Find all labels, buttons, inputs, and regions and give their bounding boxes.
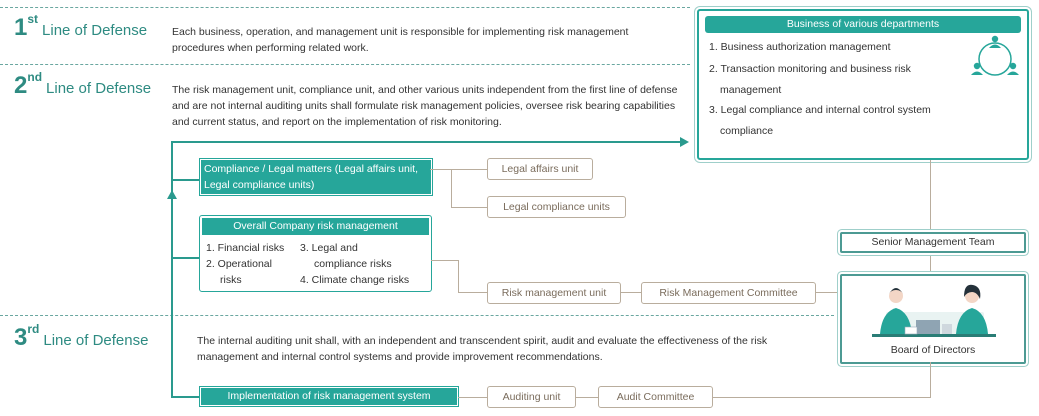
business-item-1: 1. Business authorization management — [709, 41, 891, 53]
risk-item-legal-cont: compliance risks — [314, 258, 392, 270]
first-line-description: Each business, operation, and management unit is responsible for implementing risk management procedures when performing related work. — [172, 26, 629, 54]
auditing-to-committee — [575, 397, 599, 398]
committee-to-board — [815, 292, 839, 293]
arrow-up-icon — [167, 190, 177, 199]
first-line-label: Line of Defense — [42, 22, 148, 39]
third-line-title — [14, 324, 148, 352]
separator-line-1 — [0, 7, 690, 8]
risk-item-operational: 2. Operational — [206, 258, 272, 270]
compliance-connector-h — [430, 169, 452, 170]
bracket-top-horizontal — [171, 141, 683, 143]
business-item-3: 3. Legal compliance and internal control system compliance — [709, 104, 931, 137]
audit-committee: Audit Committee — [598, 386, 713, 408]
implementation-to-auditing — [458, 397, 488, 398]
risk-item-operational-cont: risks — [220, 274, 242, 286]
bracket-compliance-link — [171, 179, 200, 181]
arrow-right-icon — [680, 137, 689, 147]
overall-risk-management-title: Overall Company risk management — [202, 218, 429, 235]
second-line-number: 2 — [14, 72, 28, 99]
risk-item-legal: 3. Legal and — [300, 242, 358, 254]
second-line-description: The risk management unit, compliance unit, and other various units independent from the first line of defense and are not internal auditing units shall formulate risk management policies, oversee risk bearing capabilities and current status, and report on the implementation of risk monitoring. — [172, 84, 678, 128]
auditing-unit: Auditing unit — [487, 386, 576, 408]
risk-unit-to-committee — [620, 292, 642, 293]
audit-committee-connector-h — [712, 397, 931, 398]
compliance-legal-box: Compliance / Legal matters (Legal affairs unit, Legal compliance units) — [201, 160, 431, 194]
risk-connector-h1 — [431, 260, 459, 261]
second-line-suffix: nd — [27, 70, 43, 84]
risk-management-committee: Risk Management Committee — [641, 282, 816, 304]
third-line-number: 3 — [14, 324, 28, 351]
bracket-risk-link — [171, 257, 200, 259]
legal-affairs-unit: Legal affairs unit — [487, 158, 593, 180]
separator-line-2 — [0, 64, 690, 65]
first-line-title — [14, 14, 147, 42]
board-meeting-illustration — [872, 280, 996, 342]
implementation-risk-management-box: Implementation of risk management system — [201, 388, 457, 405]
third-line-label: Line of Defense — [43, 332, 149, 349]
risk-connector-h2 — [458, 292, 488, 293]
first-line-suffix: st — [27, 12, 39, 26]
risk-item-climate: 4. Climate change risks — [300, 274, 410, 286]
senior-management-team: Senior Management Team — [840, 232, 1026, 253]
risk-management-unit: Risk management unit — [487, 282, 621, 304]
team-cycle-icon — [969, 33, 1021, 81]
business-departments-box — [697, 9, 1029, 160]
second-line-title — [14, 72, 151, 100]
risk-connector-v — [458, 260, 459, 293]
risk-item-financial: 1. Financial risks — [206, 242, 285, 254]
business-to-board-vertical — [930, 160, 931, 232]
audit-committee-connector-v — [930, 362, 931, 398]
bracket-implementation-link — [171, 396, 200, 398]
separator-line-3 — [0, 315, 834, 316]
third-line-suffix: rd — [27, 322, 40, 336]
senior-to-board-vertical — [930, 250, 931, 272]
first-line-number: 1 — [14, 14, 28, 41]
compliance-connector-v — [451, 169, 452, 207]
overall-risk-management-box — [199, 215, 432, 292]
business-item-2: 2. Transaction monitoring and business risk management — [709, 63, 911, 96]
second-line-label: Line of Defense — [46, 80, 152, 97]
legal-affairs-connector — [451, 169, 488, 170]
board-of-directors-label: Board of Directors — [890, 344, 976, 356]
business-departments-title: Business of various departments — [705, 16, 1021, 33]
board-of-directors-box — [840, 274, 1026, 364]
third-line-description: The internal auditing unit shall, with an independent and transcendent spirit, audit and evaluate the effectiveness of the risk management and internal control systems and provide improvement recommendations. — [197, 335, 768, 363]
legal-compliance-connector — [451, 207, 488, 208]
legal-compliance-units: Legal compliance units — [487, 196, 626, 218]
